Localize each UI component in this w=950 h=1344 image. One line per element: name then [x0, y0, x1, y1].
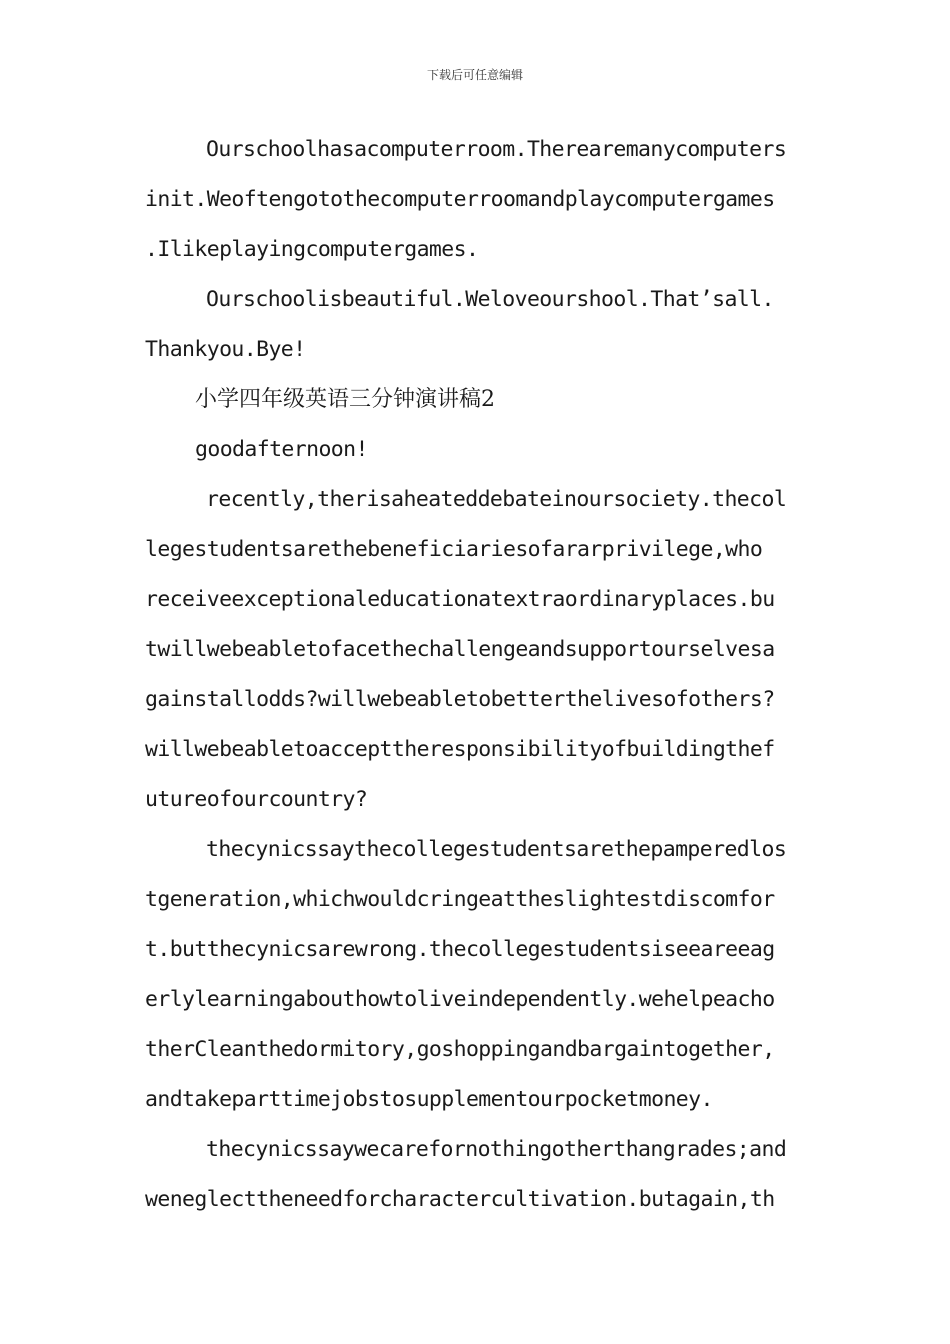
paragraph-line: gainstallodds?willwebeabletobetterthelivesofothers?	[145, 687, 775, 712]
section-heading: 小学四年级英语三分钟演讲稿2	[195, 387, 495, 412]
document-body	[145, 125, 815, 1225]
greeting-line: goodafternoon!	[195, 437, 368, 462]
paragraph-line: willwebeabletoaccepttheresponsibilityofbuildingthef	[145, 737, 775, 762]
paragraph-line: legestudentsarethebeneficiariesofararprivilege,who	[145, 537, 763, 562]
paragraph-line: Thankyou.Bye!	[145, 337, 306, 362]
paragraph-line: utureofourcountry?	[145, 787, 368, 812]
paragraph-line: Ourschoolhasacomputerroom.Therearemanycomputers	[206, 137, 787, 162]
paragraph-line: erlylearningabouthowtoliveindependently.wehelpeacho	[145, 987, 775, 1012]
paragraph-line: thecynicssaythecollegestudentsarethepamperedlos	[206, 837, 787, 862]
paragraph-line: receiveexceptionaleducationatextraordinaryplaces.bu	[145, 587, 775, 612]
paragraph-line: .Ilikeplayingcomputergames.	[145, 237, 479, 262]
paragraph-line: therCleanthedormitory,goshoppingandbargaintogether,	[145, 1037, 775, 1062]
paragraph-line: twillwebeabletofacethechallengeandsupportourselvesa	[145, 637, 775, 662]
paragraph-line: Ourschoolisbeautiful.Weloveourshool.That’sall.	[206, 287, 774, 312]
paragraph-line: init.Weoftengotothecomputerroomandplaycomputergames	[145, 187, 775, 212]
page-header: 下载后可任意编辑	[426, 68, 523, 82]
paragraph-line: andtakeparttimejobstosupplementourpocketmoney.	[145, 1087, 713, 1112]
paragraph-line: tgeneration,whichwouldcringeattheslightestdiscomfor	[145, 887, 775, 912]
paragraph-line: thecynicssaywecarefornothingotherthangrades;and	[206, 1137, 787, 1162]
paragraph-line: t.butthecynicsarewrong.thecollegestudentsiseeareeag	[145, 937, 775, 962]
paragraph-line: recently,therisaheateddebateinoursociety.thecol	[206, 487, 787, 512]
paragraph-line: weneglecttheneedforcharactercultivation.butagain,th	[145, 1187, 775, 1212]
